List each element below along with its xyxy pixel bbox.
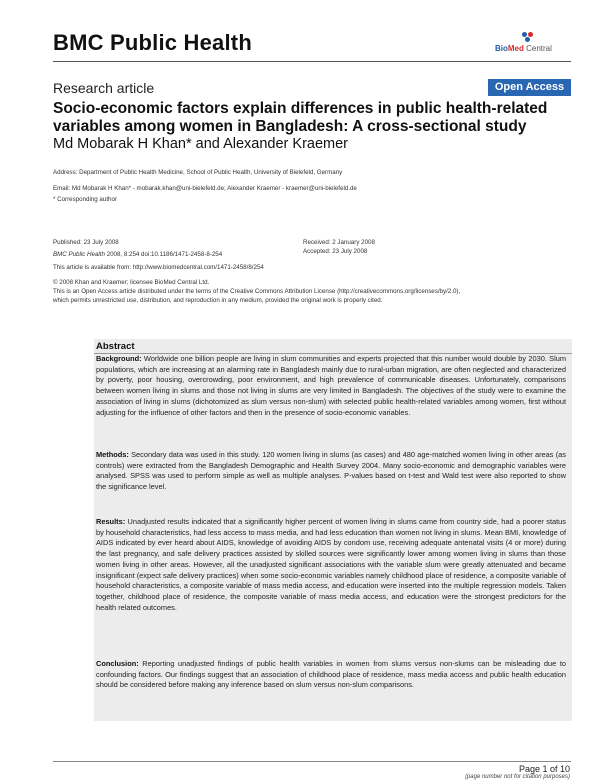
- page-number: Page 1 of 10: [518, 764, 570, 774]
- abstract-results: Results: Unadjusted results indicated that a significantly higher percent of women living in slums came from country side, had a poorer status by household characteristics, had less access to mass media, and had less education than women not living in slums. Mean BMI, knowledge of AIDS indicated by ever heard about AIDS, knowledge of avoiding AIDS by condom use, receiving adequate antenatal visits (4 or more) during the last pregnancy, and safe delivery practices assisted by skilled sources were significantly lower among women living in slums than those women living in other areas. However, all the unadjusted significant associations with the variable slum were greatly attenuated and became insignificant (expect safe delivery practices) when some socio-economic variables namely childhood place of residence, a composite variable of household characteristics, a composite variable of mass media access, and education were inserted into the multiple regression models. Taken together, childhood place of residence, the composite variable of mass media access, and education were the strongest predictors for the health related outcomes.: [96, 517, 566, 612]
- abstract-heading: Abstract: [96, 341, 135, 352]
- accepted-date: Accepted: 23 July 2008: [303, 248, 368, 255]
- footer-rule: [53, 761, 571, 762]
- header-rule: [53, 61, 571, 62]
- logo-text: BioMed Central: [495, 44, 552, 53]
- address: Address: Department of Public Health Medicine, School of Public Health, University of Bielefeld, Germany: [53, 169, 343, 176]
- abstract-conclusion: Conclusion: Reporting unadjusted findings of public health variables in women from slums versus non-slums can be misleading due to confounding factors. Our findings suggest that an association of childhood place of residence, mass media access and public health education should be considered before making any inference based on slum versus non-slum comparisons.: [96, 659, 566, 690]
- received-date: Received: 2 January 2008: [303, 239, 375, 246]
- abstract-background: Background: Worldwide one billion people are living in slum communities and experts projected that this number would double by 2030. Slum populations, which are increasing at an alarming rate in Bangladesh mainly due to rural-urban migration, are often neglected and characterized by poverty, poor housing, overcrowding, poor environment, and high prevalence of communicable diseases. Unfortunately, comparisons between women living in slums and those not living in slums are very limited in Bangladesh. The objectives of the study were to examine the association of living in slums (dichotomized as slum versus non-slum) with selected public health-related variables among women, first without adjusting for the influence of other factors and then in the presence of socio-economic variables.: [96, 354, 566, 417]
- corresponding-author: * Corresponding author: [53, 196, 117, 203]
- license-line-1: This is an Open Access article distributed under the terms of the Creative Commons Attribution License (http://creativecommons.org/licenses/by/2.0),: [53, 288, 461, 295]
- biomed-central-logo: [495, 32, 570, 54]
- logo-mark-icon: [522, 32, 534, 44]
- open-access-badge: Open Access: [488, 79, 571, 96]
- article-url[interactable]: This article is available from: http://www.biomedcentral.com/1471-2458/8/254: [53, 264, 264, 271]
- citation: BMC Public Health 2008, 8:254 doi:10.1186/1471-2458-8-254: [53, 251, 223, 258]
- journal-title: BMC Public Health: [53, 30, 252, 55]
- article-title: Socio-economic factors explain differences in public health-related variables among women in Bangladesh: A cross-sectional study: [53, 100, 548, 135]
- page-number-note: (page number not for citation purposes): [464, 774, 570, 780]
- abstract-methods: Methods: Secondary data was used in this study. 120 women living in slums (as cases) and 480 age-matched women living in other areas (as controls) were extracted from the Bangladesh Demographic and Health Survey 2004. Many socio-economic and demographic variables were analysed. SPSS was used to perform simple as well as multiple analyses. P-values based on t-test and Wald test were also reported to show the significance level.: [96, 450, 566, 492]
- email-line: Email: Md Mobarak H Khan* - mobarak.khan@uni-bielefeld.de; Alexander Kraemer - kraemer@uni-bielefeld.de: [53, 185, 357, 192]
- license-line-2: which permits unrestricted use, distribution, and reproduction in any medium, provided the original work is properly cited.: [53, 297, 383, 304]
- authors: Md Mobarak H Khan* and Alexander Kraemer: [53, 136, 348, 152]
- article-type: Research article: [53, 80, 155, 96]
- published-date: Published: 23 July 2008: [53, 239, 119, 246]
- copyright: © 2008 Khan and Kraemer; licensee BioMed Central Ltd.: [53, 279, 210, 286]
